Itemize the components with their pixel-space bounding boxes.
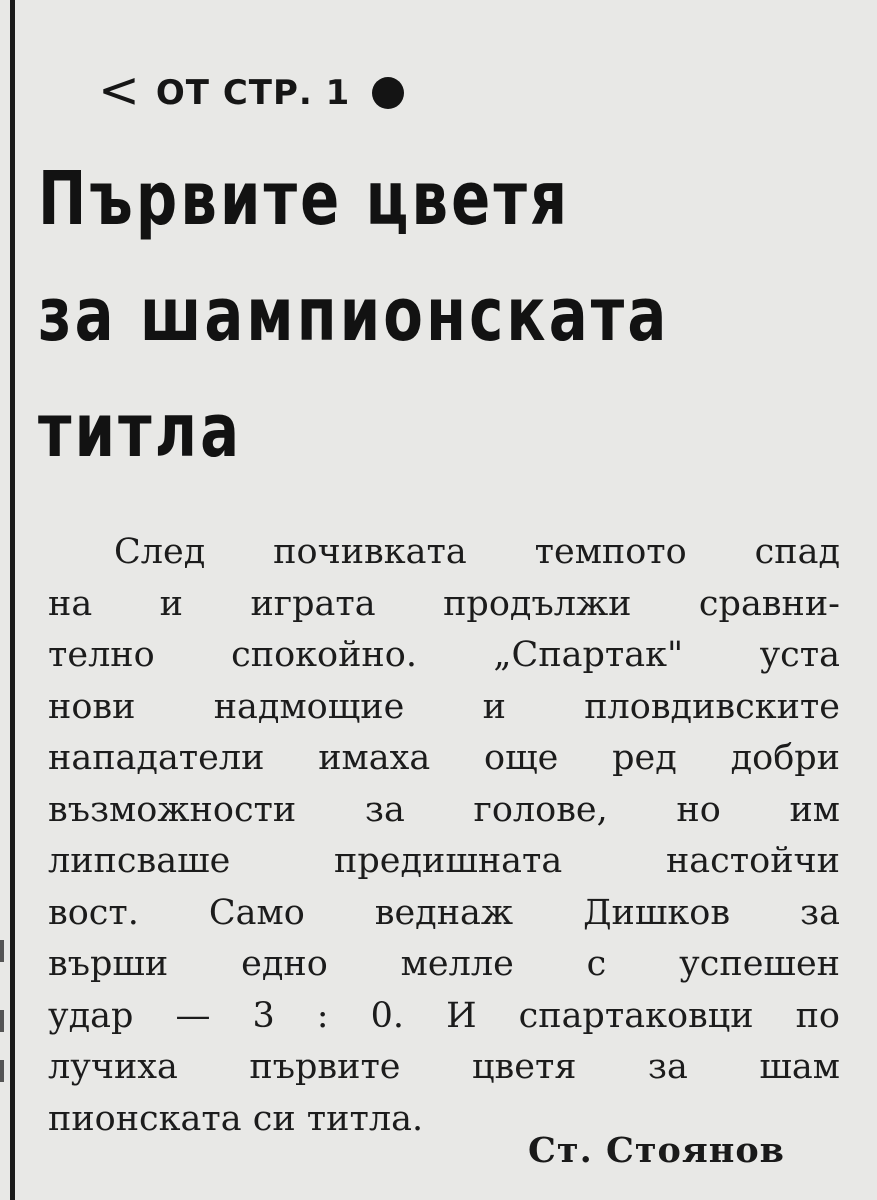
column-rule-tick bbox=[0, 1010, 4, 1032]
article-body bbox=[48, 528, 840, 1146]
left-angle-icon: < bbox=[98, 61, 140, 119]
headline-line: Първите цветя bbox=[38, 156, 571, 242]
body-line: нови надмощие и пловдивските bbox=[48, 686, 840, 727]
body-line: лучиха първите цветя за шам bbox=[48, 1047, 840, 1087]
author-signature: Ст. Стоянов bbox=[528, 1130, 785, 1171]
body-line: пионската си титла. bbox=[48, 1098, 424, 1139]
body-line: телно спокойно. „Спартак" уста bbox=[48, 635, 840, 675]
article-headline bbox=[38, 156, 838, 510]
column-rule-tick bbox=[0, 940, 4, 962]
headline-line: за шампионската bbox=[38, 272, 670, 358]
kicker-text: ОТ СТР. 1 bbox=[155, 73, 351, 113]
column-rule bbox=[10, 0, 15, 1200]
continued-from-page-kicker bbox=[98, 61, 404, 119]
bullet-dot-icon bbox=[372, 77, 404, 109]
body-line: възможности за голове, но им bbox=[48, 789, 840, 830]
body-line: на и играта продължи сравни- bbox=[48, 583, 840, 624]
body-line: върши едно мелле с успешен bbox=[48, 944, 840, 984]
body-line: След почивката темпото спад bbox=[114, 532, 840, 572]
body-line: липсваше предишната настойчи bbox=[48, 841, 840, 881]
body-line: нападатели имаха още ред добри bbox=[48, 738, 840, 778]
headline-line: титла bbox=[38, 388, 243, 474]
column-rule-tick bbox=[0, 1060, 4, 1082]
body-line: вост. Само веднаж Дишков за bbox=[48, 892, 840, 933]
body-line: удар — 3 : 0. И спартаковци по bbox=[48, 995, 840, 1036]
